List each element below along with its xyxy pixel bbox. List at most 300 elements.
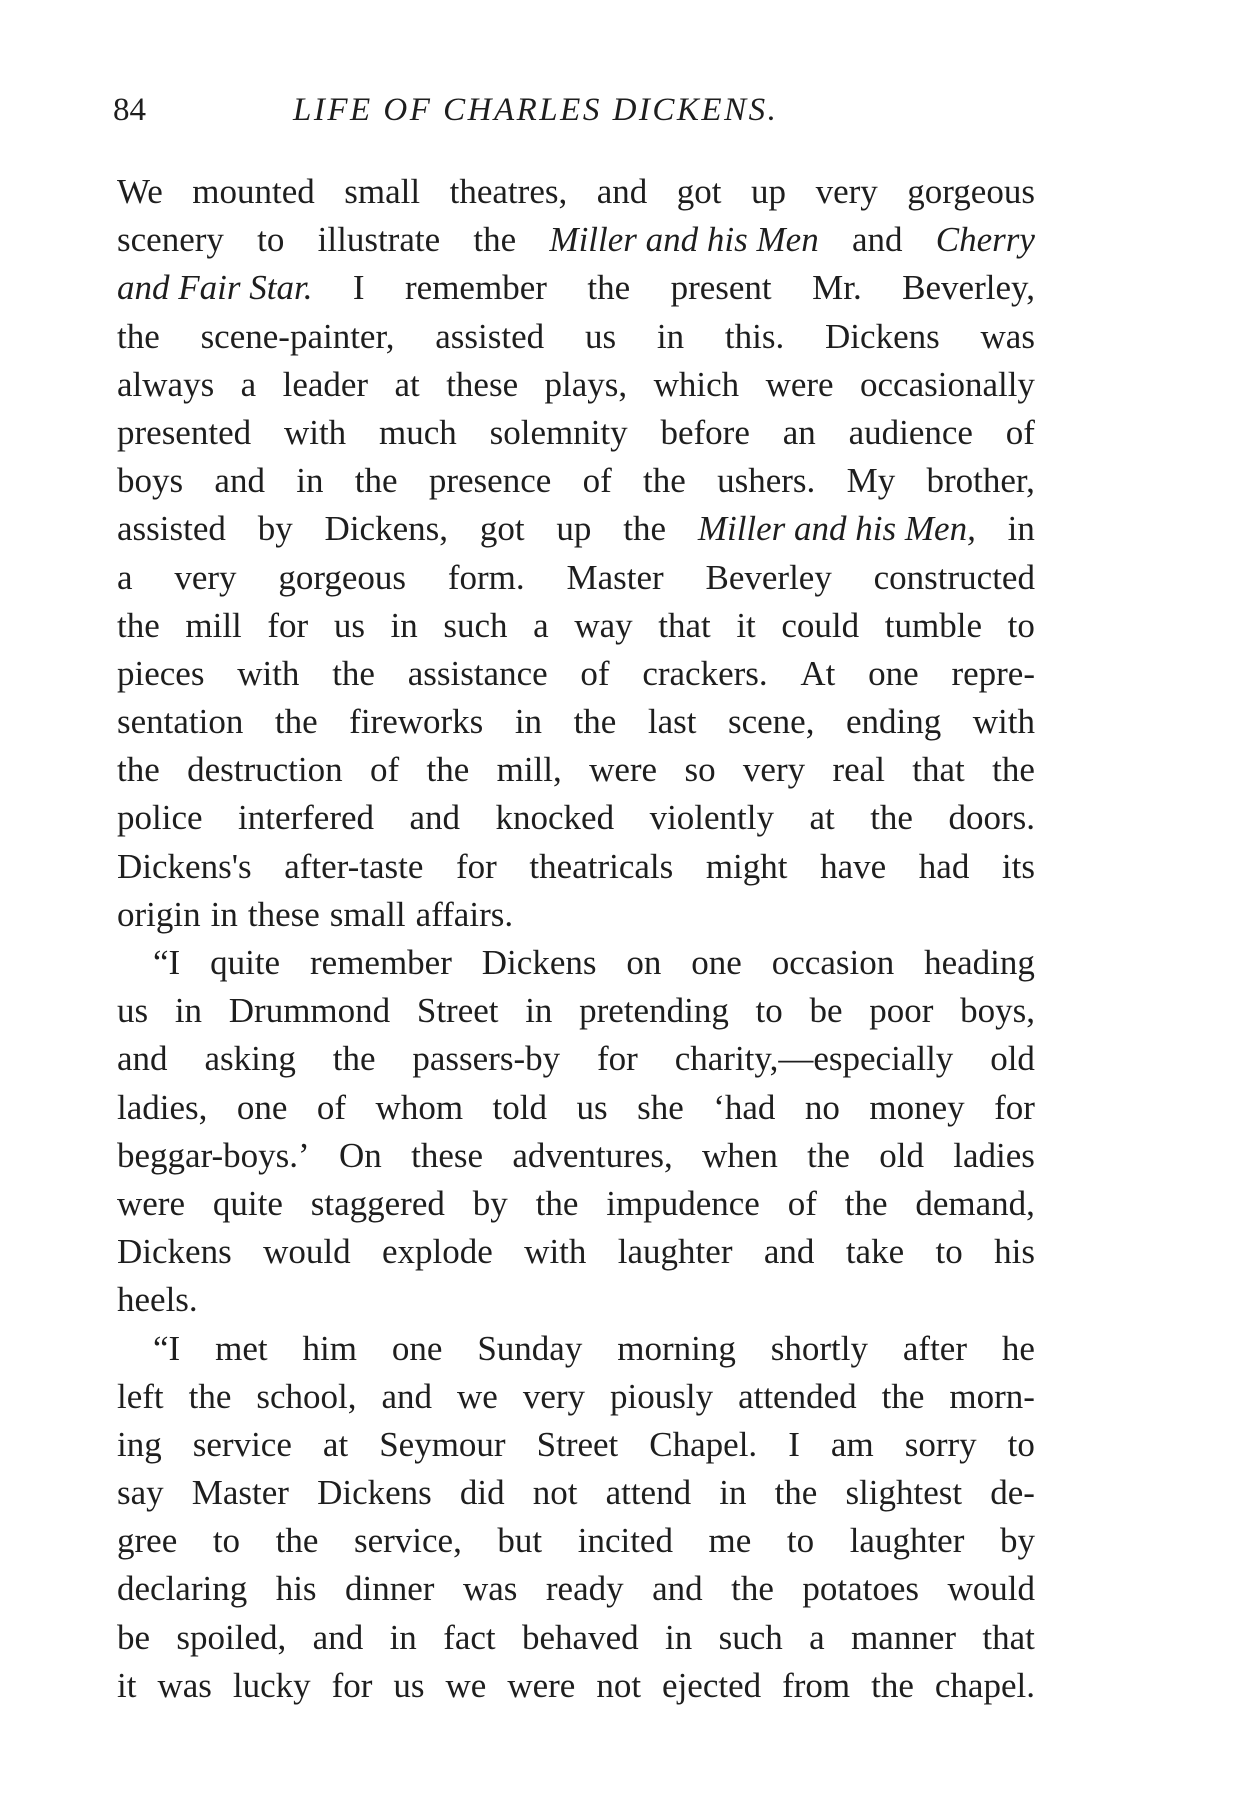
word: heading	[924, 943, 1035, 982]
text-line	[117, 1180, 1035, 1228]
word: I	[352, 268, 365, 308]
word: to	[257, 220, 285, 260]
word: way	[574, 605, 633, 645]
word: ready	[545, 1569, 624, 1609]
word: was	[462, 1569, 518, 1609]
word: which	[653, 364, 740, 404]
word: occasion	[771, 943, 895, 982]
word: and	[596, 172, 648, 211]
word: Dickens	[117, 1232, 232, 1272]
word: no	[804, 1087, 840, 1127]
word: we	[445, 1665, 487, 1705]
word: it	[736, 605, 756, 645]
word: Chapel.	[649, 1424, 758, 1464]
word: asking	[204, 1039, 296, 1079]
word: such	[443, 605, 508, 645]
word: the	[274, 702, 318, 742]
word: laughter	[849, 1521, 965, 1561]
text-line	[117, 1517, 1035, 1565]
word: school,	[256, 1376, 357, 1416]
word: in	[1007, 509, 1035, 549]
word: pieces	[117, 653, 205, 693]
word: laughter	[617, 1232, 733, 1272]
word: knocked	[495, 798, 615, 838]
word: gorgeous	[907, 172, 1035, 211]
word: ending	[845, 702, 942, 742]
text-line	[117, 264, 1035, 312]
word: ladies,	[117, 1087, 208, 1127]
word: scene,	[727, 702, 815, 742]
text-line	[117, 1565, 1035, 1613]
word: could	[781, 605, 860, 645]
text-line	[117, 987, 1035, 1035]
word: the	[731, 1569, 774, 1609]
word: last	[647, 702, 697, 742]
word: we	[457, 1376, 498, 1416]
word: old	[990, 1039, 1035, 1079]
word: one	[868, 653, 919, 693]
word: gorgeous	[278, 557, 407, 597]
word: Seymour	[379, 1424, 506, 1464]
text-line	[117, 1035, 1035, 1083]
word: sorry	[904, 1424, 977, 1464]
word: presented	[117, 412, 252, 452]
word: ushers.	[717, 461, 816, 501]
word: ing	[117, 1424, 162, 1464]
word: and	[117, 1039, 168, 1079]
word: got	[676, 172, 722, 211]
word: his	[994, 1232, 1035, 1272]
word: to	[1007, 605, 1035, 645]
word: We	[117, 172, 163, 211]
text-line	[117, 1469, 1035, 1517]
word: us	[333, 605, 365, 645]
word: were	[507, 1665, 576, 1705]
word: money	[869, 1087, 965, 1127]
word: not	[532, 1473, 578, 1513]
word: spoiled,	[176, 1617, 287, 1657]
text-line	[117, 843, 1035, 891]
word: Street	[416, 991, 499, 1031]
word: was	[157, 1665, 212, 1705]
word: very	[174, 557, 237, 597]
word: would	[263, 1232, 351, 1272]
word: its	[1001, 846, 1035, 886]
text-line	[117, 457, 1035, 505]
word: explode	[381, 1232, 493, 1272]
text-line	[117, 1228, 1035, 1276]
word: whom	[375, 1087, 464, 1127]
word: after-taste	[284, 846, 424, 886]
word: poor	[869, 991, 934, 1031]
word: at	[394, 364, 420, 404]
word: ladies	[953, 1135, 1035, 1175]
word: the	[188, 1376, 232, 1416]
word: the	[535, 1183, 579, 1223]
word: to	[755, 991, 783, 1031]
word: behaved	[522, 1617, 639, 1657]
word: a	[240, 364, 257, 404]
word: of	[369, 750, 400, 790]
word: a	[533, 605, 549, 645]
word: to	[212, 1521, 241, 1561]
word: up	[751, 172, 787, 211]
word: scenery	[117, 220, 224, 260]
word: the	[426, 750, 470, 790]
word: attend	[605, 1473, 692, 1513]
word: very	[742, 750, 806, 790]
word: interfered	[238, 798, 375, 838]
word: the	[881, 1376, 925, 1416]
word: constructed	[873, 557, 1035, 597]
word: staggered	[310, 1183, 445, 1223]
word: morn-	[949, 1376, 1035, 1416]
word: by	[472, 1183, 508, 1223]
word: theatres,	[449, 172, 568, 211]
word: remember	[405, 268, 547, 308]
word: that	[658, 605, 711, 645]
word: these	[411, 1135, 484, 1175]
word: be	[809, 991, 843, 1031]
word: presence	[428, 461, 552, 501]
word: to	[786, 1521, 815, 1561]
word: such	[718, 1617, 783, 1657]
word: On	[339, 1135, 382, 1175]
text-line	[117, 1421, 1035, 1469]
word: the	[275, 1521, 319, 1561]
word: Miller and his Men,	[697, 509, 976, 549]
word: that	[982, 1617, 1035, 1657]
word: Master	[191, 1473, 289, 1513]
word: his	[275, 1569, 317, 1609]
running-title: LIFE OF CHARLES DICKENS.	[293, 92, 779, 128]
word: a	[809, 1617, 825, 1657]
text-line	[117, 1614, 1035, 1662]
word: the	[844, 1183, 888, 1223]
word: for	[597, 1039, 638, 1079]
word: us	[584, 316, 617, 356]
word: ‘had	[713, 1087, 776, 1127]
word: in	[514, 702, 543, 742]
word: for	[331, 1665, 373, 1705]
word: with	[524, 1232, 587, 1272]
word: the	[774, 1473, 818, 1513]
word: us	[576, 1087, 608, 1127]
word: Beverley,	[902, 268, 1035, 308]
word: him	[302, 1328, 357, 1368]
word: fact	[443, 1617, 496, 1657]
word: demand,	[915, 1183, 1035, 1223]
word: violently	[649, 798, 774, 838]
word: Street	[536, 1424, 619, 1464]
word: shortly	[770, 1328, 868, 1368]
word: in	[210, 894, 238, 934]
word: real	[832, 750, 885, 790]
word: of	[1005, 412, 1035, 452]
word: impudence	[606, 1183, 760, 1223]
word: crackers.	[642, 653, 768, 693]
word: would	[947, 1569, 1035, 1609]
word: not	[596, 1665, 642, 1705]
word: an	[782, 412, 816, 452]
text-line	[117, 698, 1035, 746]
word: the	[992, 750, 1035, 790]
word: old	[879, 1135, 924, 1175]
word: passers-by	[412, 1039, 561, 1079]
word: that	[912, 750, 965, 790]
word: had	[918, 846, 970, 886]
word: these	[446, 364, 519, 404]
word: mill	[185, 605, 242, 645]
word: slightest	[845, 1473, 963, 1513]
text-line	[117, 409, 1035, 457]
word: affairs.	[415, 894, 514, 934]
word: Mr.	[812, 268, 862, 308]
text-line	[117, 650, 1035, 698]
word: in	[525, 991, 553, 1031]
word: take	[845, 1232, 905, 1272]
word: of	[316, 1087, 347, 1127]
word: the	[643, 461, 686, 501]
text-line	[117, 1373, 1035, 1421]
word: so	[684, 750, 716, 790]
word: and	[409, 798, 461, 838]
word: say	[117, 1473, 164, 1513]
text-line	[117, 794, 1035, 842]
word: of	[582, 461, 612, 501]
word: have	[820, 846, 887, 886]
word: Sunday	[477, 1328, 583, 1368]
word: the	[871, 1665, 914, 1705]
word: he	[1001, 1328, 1035, 1368]
text-line	[117, 602, 1035, 650]
text-line	[117, 1276, 1035, 1324]
word: boys,	[960, 991, 1035, 1031]
word: the	[332, 653, 375, 693]
word: the	[332, 1039, 376, 1079]
word: in	[719, 1473, 747, 1513]
word: lucky	[232, 1665, 311, 1705]
word: in	[174, 991, 203, 1031]
word: “I	[153, 1328, 181, 1368]
page-number: 84	[113, 92, 146, 128]
word: and	[381, 1376, 433, 1416]
word: at	[809, 798, 835, 838]
word: to	[935, 1232, 963, 1272]
word: the	[117, 750, 160, 790]
word: up	[556, 509, 592, 549]
word: in	[665, 1617, 693, 1657]
word: be	[117, 1617, 151, 1657]
word: one	[691, 943, 742, 982]
word: was	[980, 316, 1035, 356]
word: us	[393, 1665, 425, 1705]
text-line	[117, 216, 1035, 264]
word: manner	[851, 1617, 957, 1657]
word: service,	[353, 1521, 462, 1561]
running-head	[113, 88, 1035, 132]
word: assisted	[435, 316, 545, 356]
word: when	[702, 1135, 778, 1175]
word: mill,	[496, 750, 562, 790]
word: from	[782, 1665, 851, 1705]
word: service	[192, 1424, 292, 1464]
word: in	[390, 605, 418, 645]
word: quite	[212, 1183, 283, 1223]
word: boys	[117, 461, 184, 501]
word: met	[215, 1328, 268, 1368]
word: got	[479, 509, 525, 549]
text-line	[117, 505, 1035, 553]
text-line	[117, 361, 1035, 409]
word: were	[117, 1183, 186, 1223]
word: assisted	[117, 509, 226, 549]
word: form.	[447, 557, 525, 597]
word: assistance	[407, 653, 548, 693]
word: Drummond	[228, 991, 391, 1031]
word: and	[763, 1232, 815, 1272]
word: occasionally	[860, 364, 1035, 404]
word: were	[589, 750, 658, 790]
word: the	[807, 1135, 850, 1175]
word: Dickens,	[324, 509, 448, 549]
word: and	[312, 1617, 364, 1657]
word: us	[117, 991, 149, 1031]
word: attended	[738, 1376, 857, 1416]
word: left	[117, 1376, 164, 1416]
word: charity,—especially	[674, 1039, 954, 1079]
word: to	[1007, 1424, 1035, 1464]
word: gree	[117, 1521, 178, 1561]
word: potatoes	[802, 1569, 920, 1609]
word: I	[788, 1424, 800, 1464]
word: in	[656, 316, 685, 356]
word: piously	[610, 1376, 714, 1416]
word: police	[117, 798, 203, 838]
word: Dickens	[317, 1473, 432, 1513]
word: the	[587, 268, 631, 308]
text-line	[117, 313, 1035, 361]
word: did	[459, 1473, 505, 1513]
text-line	[117, 891, 1035, 939]
word: illustrate	[317, 220, 441, 260]
word: remember	[310, 943, 452, 982]
word: At	[800, 653, 836, 693]
word: with	[237, 653, 300, 693]
word: on	[626, 943, 662, 982]
word: origin	[117, 894, 201, 934]
word: the	[354, 461, 398, 501]
word: beggar-boys.’	[117, 1135, 310, 1175]
word: for	[267, 605, 309, 645]
text-line	[117, 746, 1035, 794]
text-line	[117, 554, 1035, 602]
word: solemnity	[489, 412, 628, 452]
word: heels.	[117, 1280, 198, 1320]
word: brother,	[926, 461, 1035, 501]
word: and	[214, 461, 265, 501]
word: pretending	[579, 991, 729, 1031]
word: one	[391, 1328, 443, 1368]
word: a	[117, 557, 133, 597]
word: told	[492, 1087, 547, 1127]
word: small	[344, 172, 421, 211]
word: by	[257, 509, 293, 549]
body-text	[117, 168, 1035, 1710]
word: and	[851, 220, 903, 260]
word: and Fair Star.	[117, 268, 313, 308]
word: small	[329, 894, 406, 934]
word: this.	[724, 316, 785, 356]
word: plays,	[544, 364, 628, 404]
word: Miller and his Men	[549, 220, 819, 260]
word: morning	[617, 1328, 736, 1368]
word: the	[117, 605, 160, 645]
word: theatricals	[529, 846, 674, 886]
word: the	[473, 220, 517, 260]
text-line	[117, 1132, 1035, 1180]
text-line	[117, 1084, 1035, 1132]
word: it	[117, 1665, 137, 1705]
word: leader	[282, 364, 369, 404]
word: in	[296, 461, 324, 501]
word: present	[670, 268, 772, 308]
word: much	[379, 412, 457, 452]
word: doors.	[948, 798, 1035, 838]
word: of	[787, 1183, 817, 1223]
word: with	[972, 702, 1035, 742]
word: were	[765, 364, 834, 404]
word: the	[870, 798, 913, 838]
word: after	[902, 1328, 967, 1368]
word: one	[236, 1087, 288, 1127]
word: the	[623, 509, 666, 549]
word: Cherry	[935, 220, 1035, 260]
word: fireworks	[349, 702, 484, 742]
word: audience	[848, 412, 973, 452]
word: and	[652, 1569, 703, 1609]
word: but	[497, 1521, 543, 1561]
word: ejected	[662, 1665, 762, 1705]
word: the	[573, 702, 617, 742]
text-line	[117, 1325, 1035, 1373]
word: am	[830, 1424, 874, 1464]
word: de-	[990, 1473, 1035, 1513]
text-line	[117, 168, 1035, 216]
word: in	[389, 1617, 417, 1657]
word: very	[522, 1376, 586, 1416]
word: quite	[210, 943, 281, 982]
word: scene-painter,	[200, 316, 395, 356]
word: me	[708, 1521, 752, 1561]
word: destruction	[187, 750, 343, 790]
word: always	[117, 364, 215, 404]
word: Dickens	[825, 316, 940, 356]
word: for	[456, 846, 497, 886]
word: at	[322, 1424, 349, 1464]
word: very	[815, 172, 878, 211]
word: tumble	[884, 605, 982, 645]
word: might	[705, 846, 788, 886]
word: of	[580, 653, 610, 693]
word: dinner	[345, 1569, 435, 1609]
word: before	[660, 412, 750, 452]
word: repre-	[951, 653, 1035, 693]
word: My	[846, 461, 896, 501]
word: Dickens's	[117, 846, 252, 886]
word: Beverley	[705, 557, 832, 597]
word: these	[247, 894, 320, 934]
